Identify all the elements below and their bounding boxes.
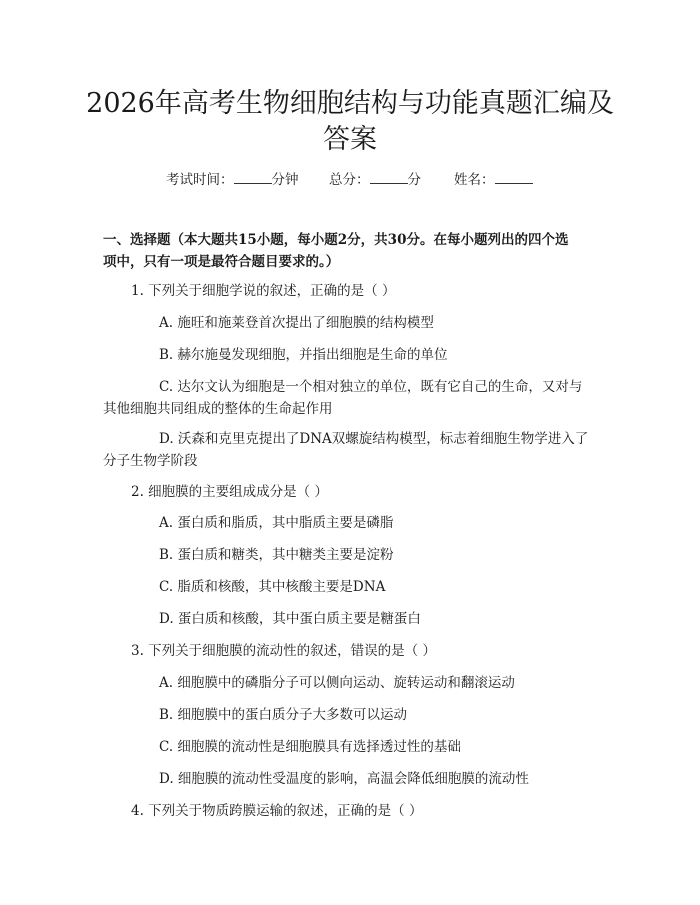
- name-blank: [495, 168, 533, 184]
- total-score-label: 总分：: [329, 172, 370, 188]
- question-stem: 2. 细胞膜的主要组成成分是（ ）: [131, 484, 328, 500]
- exam-time-label: 考试时间：: [166, 172, 234, 188]
- name-field: [454, 168, 533, 190]
- question-stem: 3. 下列关于细胞膜的流动性的叙述，错误的是（ ）: [131, 643, 436, 659]
- section-heading-line-2: 项中，只有一项是最符合题目要求的。）: [103, 254, 340, 270]
- option-d: D. 沃森和克里克提出了DNA双螺旋结构模型，标志着细胞生物学进入了: [159, 431, 589, 447]
- option-d: D. 蛋白质和核酸，其中蛋白质主要是糖蛋白: [159, 611, 421, 627]
- option-b: B. 细胞膜中的蛋白质分子大多数可以运动: [159, 707, 408, 723]
- document-title: [60, 86, 640, 158]
- option-c: C. 脂质和核酸，其中核酸主要是DNA: [159, 579, 386, 595]
- title-line-1: 2026年高考生物细胞结构与功能真题汇编及: [86, 88, 614, 119]
- option-c: C. 达尔文认为细胞是一个相对独立的单位，既有它自己的生命，又对与: [159, 379, 583, 395]
- option-c-continued: 其他细胞共同组成的整体的生命起作用: [103, 401, 333, 417]
- total-score-field: [329, 168, 421, 190]
- exam-time-unit: 分钟: [271, 172, 299, 188]
- question-stem: 4. 下列关于物质跨膜运输的叙述，正确的是（ ）: [131, 803, 423, 819]
- option-b: B. 赫尔施曼发现细胞，并指出细胞是生命的单位: [159, 347, 448, 363]
- exam-time-field: [166, 168, 299, 190]
- total-score-blank: [370, 168, 408, 184]
- total-score-unit: 分: [407, 172, 421, 188]
- option-c: C. 细胞膜的流动性是细胞膜具有选择透过性的基础: [159, 739, 461, 755]
- option-d: D. 细胞膜的流动性受温度的影响，高温会降低细胞膜的流动性: [159, 771, 529, 787]
- question-stem: 1. 下列关于细胞学说的叙述，正确的是（ ）: [131, 283, 396, 299]
- exam-time-blank: [234, 168, 272, 184]
- option-b: B. 蛋白质和糖类，其中糖类主要是淀粉: [159, 547, 394, 563]
- option-d-continued: 分子生物学阶段: [103, 453, 198, 469]
- option-a: A. 蛋白质和脂质，其中脂质主要是磷脂: [159, 515, 394, 531]
- option-a: A. 施旺和施莱登首次提出了细胞膜的结构模型: [159, 315, 434, 331]
- section-heading: [103, 229, 603, 273]
- option-a: A. 细胞膜中的磷脂分子可以侧向运动、旋转运动和翻滚运动: [159, 675, 515, 691]
- title-line-2: 答案: [323, 124, 377, 155]
- section-heading-line-1: 一、选择题（本大题共15小题，每小题2分，共30分。在每小题列出的四个选: [103, 232, 569, 248]
- name-label: 姓名：: [454, 172, 495, 188]
